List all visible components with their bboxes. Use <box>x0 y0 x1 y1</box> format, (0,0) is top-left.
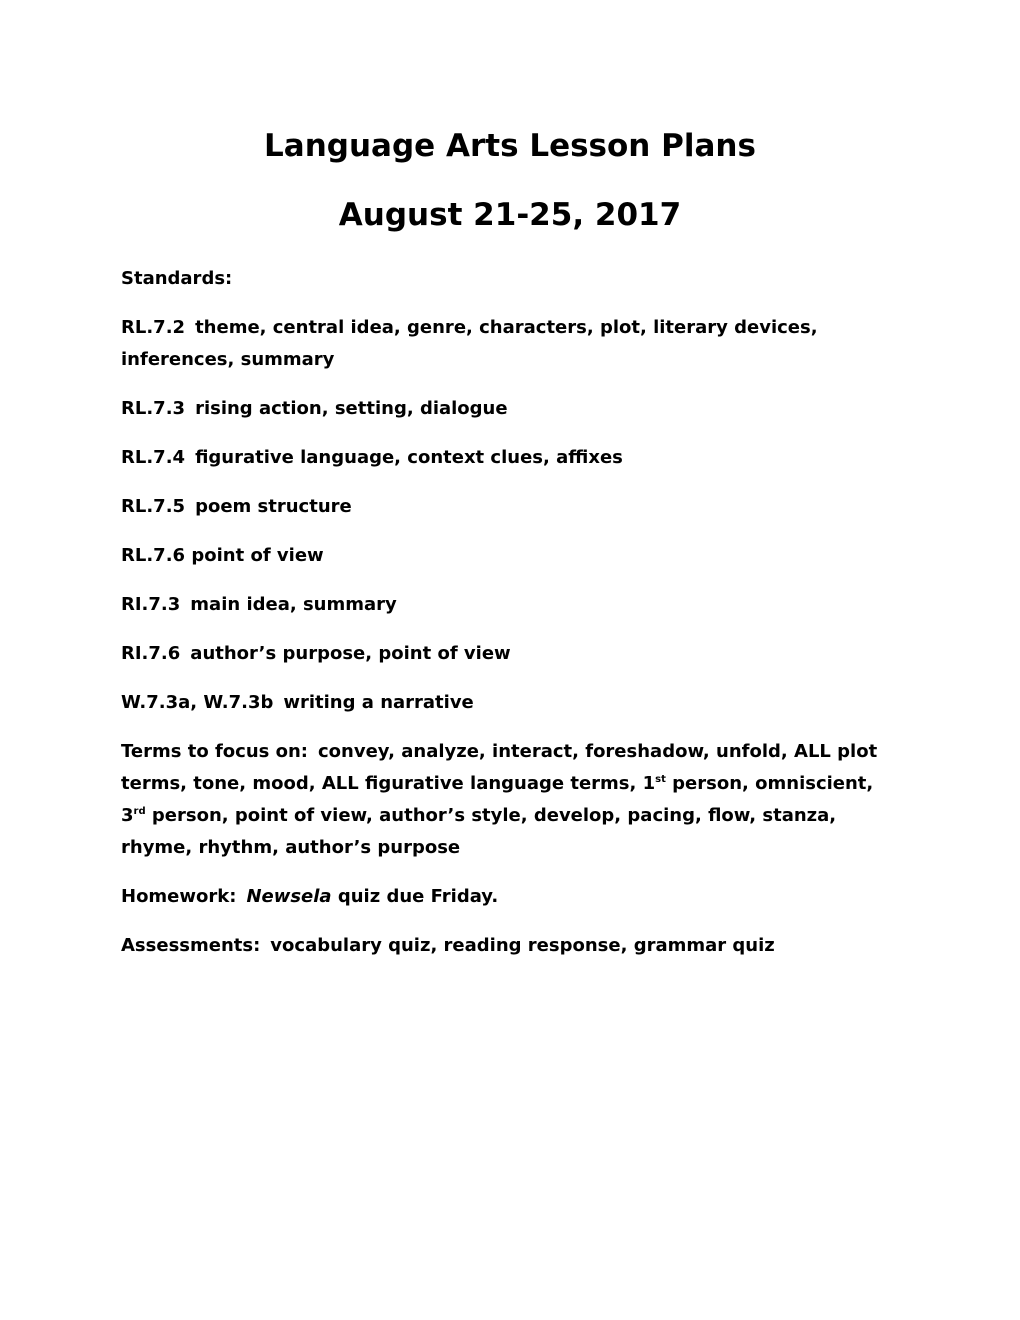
standard-desc: theme, central idea, genre, characters, plot, literary devices, inferences, summary <box>121 317 818 370</box>
standard-code: RL.7.3 <box>121 398 186 419</box>
standard-code: RL.7.5 <box>121 496 186 517</box>
document-body <box>121 263 901 979</box>
terms-label: Terms to focus on: <box>121 741 308 762</box>
standard-item <box>121 312 901 376</box>
homework-italic: Newsela <box>246 886 332 907</box>
standard-desc: figurative language, context clues, affixes <box>195 447 623 468</box>
terms-sup1: st <box>655 774 666 785</box>
standard-item <box>121 491 901 523</box>
homework-rest: quiz due Friday. <box>331 886 499 907</box>
document-date: August 21-25, 2017 <box>338 197 682 233</box>
terms-part1: convey, analyze, interact, foreshadow, unfold, ALL plot terms, tone, mood, ALL figurative language terms, 1 <box>121 741 878 794</box>
standard-code: W.7.3a, W.7.3b <box>121 692 274 713</box>
standard-desc: poem structure <box>195 496 352 517</box>
standard-desc: point of view <box>191 545 324 566</box>
standard-item <box>121 540 901 572</box>
standards-heading: Standards: <box>121 268 233 289</box>
assessments-label: Assessments: <box>121 935 261 956</box>
standard-desc: author’s purpose, point of view <box>190 643 511 664</box>
standard-item <box>121 442 901 474</box>
terms-part3: person, point of view, author’s style, develop, pacing, flow, stanza, rhyme, rhythm, author’s purpose <box>121 805 837 858</box>
standard-item <box>121 589 901 621</box>
terms-paragraph <box>121 736 901 864</box>
standard-code: RL.7.4 <box>121 447 186 468</box>
standard-desc: rising action, setting, dialogue <box>195 398 508 419</box>
standard-item <box>121 393 901 425</box>
assessments-text: vocabulary quiz, reading response, grammar quiz <box>270 935 775 956</box>
terms-sup2: rd <box>133 806 146 817</box>
document-title: Language Arts Lesson Plans <box>264 128 756 164</box>
standard-code: RL.7.6 <box>121 545 186 566</box>
standard-desc: main idea, summary <box>190 594 397 615</box>
homework-paragraph <box>121 881 901 913</box>
standard-item <box>121 687 901 719</box>
standard-item <box>121 638 901 670</box>
standard-desc: writing a narrative <box>283 692 474 713</box>
standard-code: RI.7.6 <box>121 643 181 664</box>
standard-code: RI.7.3 <box>121 594 181 615</box>
homework-label: Homework: <box>121 886 237 907</box>
standard-code: RL.7.2 <box>121 317 186 338</box>
terms-part2: person, omniscient, 3 <box>121 773 874 826</box>
assessments-paragraph <box>121 930 901 962</box>
